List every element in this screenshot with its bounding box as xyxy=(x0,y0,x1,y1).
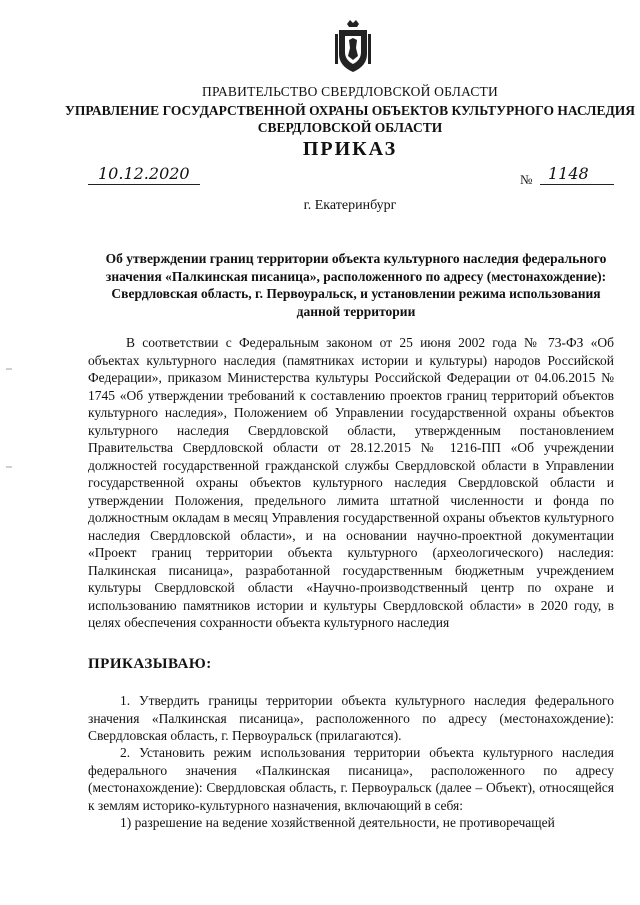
order-subject: Об утверждении границ территории объекта культурного наследия федерального значения «Палкинская писаница», расположенного по адресу (местонахождение): Свердловская область, г. Первоуральск, и установлении режима использования данной территории xyxy=(105,251,607,319)
date-underline xyxy=(88,184,200,185)
document-type-title: ПРИКАЗ xyxy=(302,138,398,160)
scan-mark xyxy=(6,466,12,468)
number-underline xyxy=(540,184,614,185)
preamble-paragraph: В соответствии с Федеральным законом от 25 июня 2002 года № 73-ФЗ «Об объектах культурного наследия (памятниках истории и культуры) народов Российской Федерации», приказом Министерства культуры Российской Федерации от 04.06.2015 № 1745 «Об утверждении требований к составлению проектов границ территорий объектов культурного наследия», Положением об Управлении государственной охраны объектов культурного наследия Свердловской области, утвержденным постановлением Правительства Свердловской области от 28.12.2015 № 1216-ПП «Об учреждении должностей государственной гражданской службы Свердловской области в Управлении государственной охраны объектов культурного наследия Свердловской области и утверждении Положения, предельного лимита штатной численности и фонда по должностным окладам в месяц Управления государственной охраны объектов культурного наследия Свердловской области», и на основании научно-проектной документации «Проект границ территории объекта культурного (археологического) наследия: Палкинская писаница», разработанной государственным бюджетным учреждением культуры Свердловской области «Научно-производственный центр по охране и использованию памятников истории и культуры Свердловской области» в 2020 году, в целях обеспечения сохранности объекта культурного наследия xyxy=(88,335,614,630)
department-name: УПРАВЛЕНИЕ ГОСУДАРСТВЕННОЙ ОХРАНЫ ОБЪЕКТОВ КУЛЬТУРНОГО НАСЛЕДИЯ СВЕРДЛОВСКОЙ ОБЛАСТИ xyxy=(64,103,636,135)
number-sign: № xyxy=(520,172,533,187)
coat-of-arms-icon xyxy=(333,18,373,74)
scan-mark xyxy=(6,368,12,370)
order-number: 1148 xyxy=(548,164,589,183)
city: г. Екатеринбург xyxy=(303,198,397,213)
order-item: 2. Установить режим использования территории объекта культурного наследия федерального значения «Палкинская писаница», расположенного по адресу (местонахождение): Свердловская область, г. Первоуральск (далее – Объект), относящейся к землям историко-культурного назначения, включающий в себя: xyxy=(88,745,614,813)
order-heading: ПРИКАЗЫВАЮ: xyxy=(88,656,212,672)
order-date: 10.12.2020 xyxy=(98,164,190,183)
order-item: 1) разрешение на ведение хозяйственной деятельности, не противоречащей xyxy=(120,815,555,830)
order-item: 1. Утвердить границы территории объекта культурного наследия федерального значения «Палкинская писаница», расположенного по адресу (местонахождение): Свердловская область, г. Первоуральск (прилагаются). xyxy=(88,693,614,743)
government-name: ПРАВИТЕЛЬСТВО СВЕРДЛОВСКОЙ ОБЛАСТИ xyxy=(202,84,498,99)
